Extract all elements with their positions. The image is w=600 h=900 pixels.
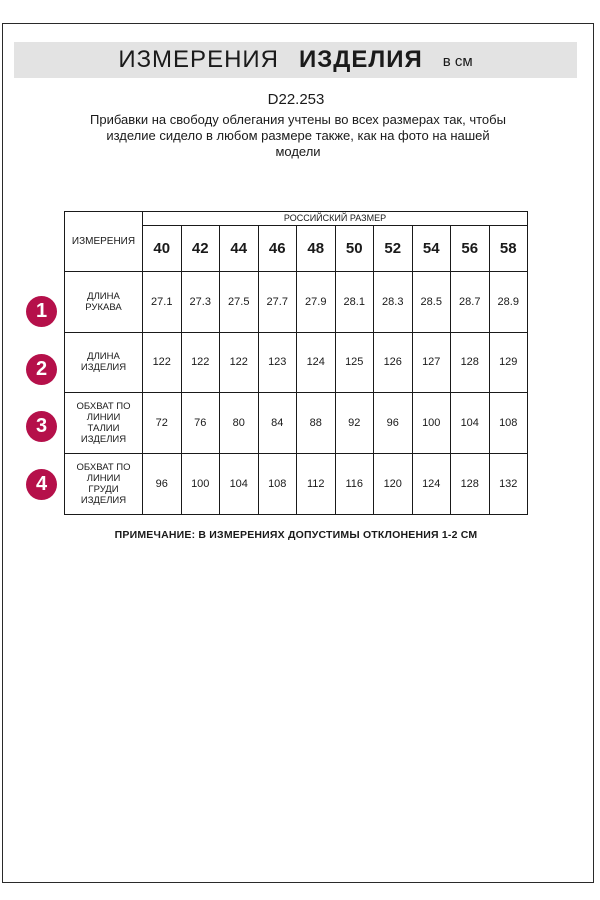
row-label [65, 454, 143, 515]
size-header-cell: 50 [335, 225, 374, 271]
value-cell: 27.5 [220, 271, 259, 332]
value-cell: 132 [489, 454, 528, 515]
badge-number-3: 3 [26, 411, 57, 442]
row-label-line: ИЗДЕЛИЯ [80, 434, 127, 446]
value-cell: 122 [181, 332, 220, 393]
value-cell: 27.7 [258, 271, 297, 332]
value-cell: 28.7 [451, 271, 490, 332]
table-row-item-length [65, 332, 528, 393]
row-label-line: ТАЛИИ [87, 423, 120, 435]
tolerance-note: ПРИМЕЧАНИЕ: В ИЗМЕРЕНИЯХ ДОПУСТИМЫ ОТКЛОНЕНИЯ 1-2 СМ [114, 529, 478, 541]
badge-number-4: 4 [26, 469, 57, 500]
table-row-waist [65, 393, 528, 454]
row-label-line: ОБХВАТ ПО [76, 401, 131, 413]
size-table [64, 211, 528, 515]
value-cell: 127 [412, 332, 451, 393]
value-cell: 128 [451, 332, 490, 393]
title-part-measurements: ИЗМЕРЕНИЯ [118, 46, 279, 73]
value-cell: 88 [297, 393, 336, 454]
value-cell: 27.9 [297, 271, 336, 332]
badge-number-1: 1 [26, 296, 57, 327]
title-part-unit: в см [442, 52, 473, 70]
value-cell: 96 [143, 454, 182, 515]
size-header-cell: 58 [489, 225, 528, 271]
value-cell: 112 [297, 454, 336, 515]
value-cell: 27.3 [181, 271, 220, 332]
value-cell: 100 [412, 393, 451, 454]
value-cell: 122 [220, 332, 259, 393]
size-header-cell: 40 [143, 225, 182, 271]
row-label-line: ГРУДИ [88, 484, 119, 496]
value-cell: 123 [258, 332, 297, 393]
row-label [65, 393, 143, 454]
size-header-cell: 52 [374, 225, 413, 271]
value-cell: 28.9 [489, 271, 528, 332]
badge-number-2: 2 [26, 354, 57, 385]
size-header-cell: 54 [412, 225, 451, 271]
value-cell: 124 [412, 454, 451, 515]
size-header-cell: 42 [181, 225, 220, 271]
intro-text [58, 112, 538, 160]
russian-size-header: РОССИЙСКИЙ РАЗМЕР [143, 212, 528, 226]
intro-line: Прибавки на свободу облегания учтены во всех размерах так, чтобы [90, 112, 506, 127]
row-label-line: ИЗДЕЛИЯ [80, 495, 127, 507]
table-row-chest [65, 454, 528, 515]
value-cell: 124 [297, 332, 336, 393]
row-label-line: ЛИНИИ [86, 412, 121, 424]
value-cell: 28.5 [412, 271, 451, 332]
value-cell: 28.3 [374, 271, 413, 332]
size-header-cell: 44 [220, 225, 259, 271]
value-cell: 80 [220, 393, 259, 454]
size-header-cell: 46 [258, 225, 297, 271]
value-cell: 120 [374, 454, 413, 515]
value-cell: 104 [451, 393, 490, 454]
value-cell: 122 [143, 332, 182, 393]
article-number: D22.253 [267, 91, 325, 108]
row-label-line: ДЛИНА [87, 351, 120, 363]
value-cell: 125 [335, 332, 374, 393]
row-label-line: ИЗДЕЛИЯ [80, 362, 127, 374]
intro-line: изделие сидело в любом размере также, как на фото на нашей [106, 128, 490, 143]
value-cell: 129 [489, 332, 528, 393]
title-band [14, 42, 577, 78]
value-cell: 108 [258, 454, 297, 515]
intro-line: модели [275, 144, 321, 159]
value-cell: 28.1 [335, 271, 374, 332]
value-cell: 96 [374, 393, 413, 454]
title-part-item: ИЗДЕЛИЯ [299, 46, 423, 73]
measure-header: ИЗМЕРЕНИЯ [65, 212, 143, 272]
value-cell: 72 [143, 393, 182, 454]
row-label [65, 332, 143, 393]
value-cell: 104 [220, 454, 259, 515]
row-label [65, 271, 143, 332]
row-label-line: ОБХВАТ ПО [76, 462, 131, 474]
size-header-cell: 48 [297, 225, 336, 271]
value-cell: 100 [181, 454, 220, 515]
size-header-cell: 56 [451, 225, 490, 271]
row-label-line: ЛИНИИ [86, 473, 121, 485]
row-label-line: РУКАВА [85, 301, 122, 313]
row-label-line: ДЛИНА [87, 290, 120, 302]
value-cell: 126 [374, 332, 413, 393]
value-cell: 108 [489, 393, 528, 454]
value-cell: 76 [181, 393, 220, 454]
table-row-sleeve-length [65, 271, 528, 332]
value-cell: 84 [258, 393, 297, 454]
value-cell: 128 [451, 454, 490, 515]
value-cell: 116 [335, 454, 374, 515]
value-cell: 92 [335, 393, 374, 454]
value-cell: 27.1 [143, 271, 182, 332]
